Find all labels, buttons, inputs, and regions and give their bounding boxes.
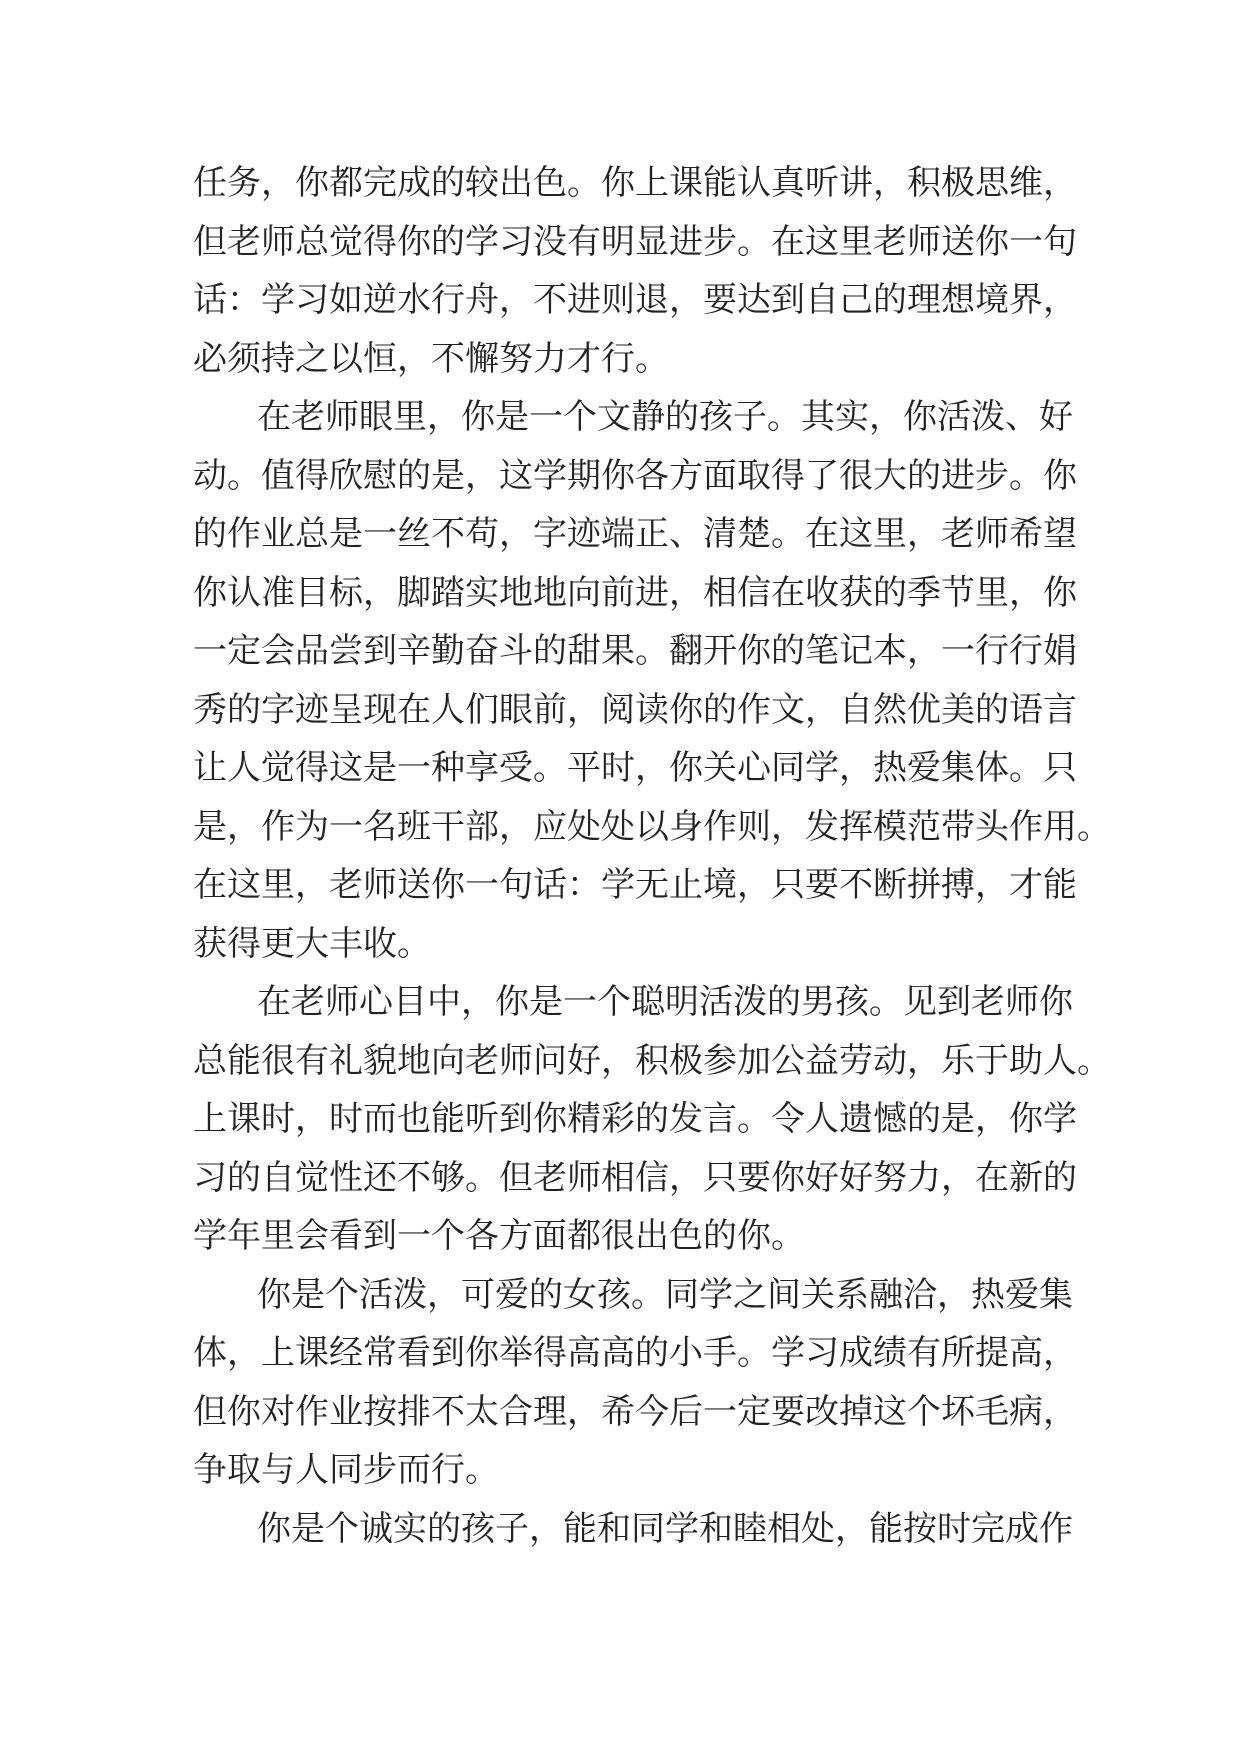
text-line: 是，作为一名班干部，应处处以身作则，发挥模范带头作用。 bbox=[193, 806, 1111, 847]
text-line: 秀的字迹呈现在人们眼前，阅读你的作文，自然优美的语言 bbox=[193, 689, 1077, 730]
text-line: 争取与人同步而行。 bbox=[193, 1450, 499, 1490]
paragraph-first-line: 你是个活泼，可爱的女孩。同学之间关系融洽，热爱集 bbox=[257, 1274, 1073, 1315]
text-line: 学年里会看到一个各方面都很出色的你。 bbox=[193, 1216, 805, 1256]
paragraph-first-line: 在老师心目中，你是一个聪明活泼的男孩。见到老师你 bbox=[257, 982, 1073, 1022]
text-line: 话：学习如逆水行舟，不进则退，要达到自己的理想境界， bbox=[193, 280, 1077, 320]
text-line: 动。值得欣慰的是，这学期你各方面取得了很大的进步。你 bbox=[193, 455, 1077, 496]
text-line: 上课时，时而也能听到你精彩的发言。令人遗憾的是，你学 bbox=[193, 1099, 1077, 1139]
text-line: 体，上课经常看到你举得高高的小手。学习成绩有所提高， bbox=[193, 1333, 1077, 1373]
text-line: 但老师总觉得你的学习没有明显进步。在这里老师送你一句 bbox=[193, 221, 1077, 262]
text-line: 获得更大丰收。 bbox=[193, 923, 431, 964]
text-line: 任务，你都完成的较出色。你上课能认真听讲，积极思维， bbox=[193, 163, 1077, 203]
text-line: 你认准目标，脚踏实地地向前进，相信在收获的季节里，你 bbox=[193, 572, 1077, 613]
text-line: 一定会品尝到辛勤奋斗的甜果。翻开你的笔记本，一行行娟 bbox=[193, 631, 1077, 671]
paragraph-first-line: 在老师眼里，你是一个文静的孩子。其实，你活泼、好 bbox=[257, 397, 1073, 437]
text-line: 在这里，老师送你一句话：学无止境，只要不断拼搏，才能 bbox=[193, 865, 1077, 905]
paragraph-first-line: 你是个诚实的孩子，能和同学和睦相处，能按时完成作 bbox=[257, 1508, 1073, 1549]
text-line: 让人觉得这是一种享受。平时，你关心同学，热爱集体。只 bbox=[193, 748, 1077, 788]
text-line: 但你对作业按排不太合理，希今后一定要改掉这个坏毛病， bbox=[193, 1391, 1077, 1432]
text-line: 必须持之以恒，不懈努力才行。 bbox=[193, 338, 669, 379]
text-line: 习的自觉性还不够。但老师相信，只要你好好努力，在新的 bbox=[193, 1157, 1077, 1198]
document-body bbox=[193, 154, 1111, 1558]
text-line: 的作业总是一丝不苟，字迹端正、清楚。在这里，老师希望 bbox=[193, 514, 1077, 554]
text-line: 总能很有礼貌地向老师问好，积极参加公益劳动，乐于助人。 bbox=[193, 1040, 1111, 1081]
